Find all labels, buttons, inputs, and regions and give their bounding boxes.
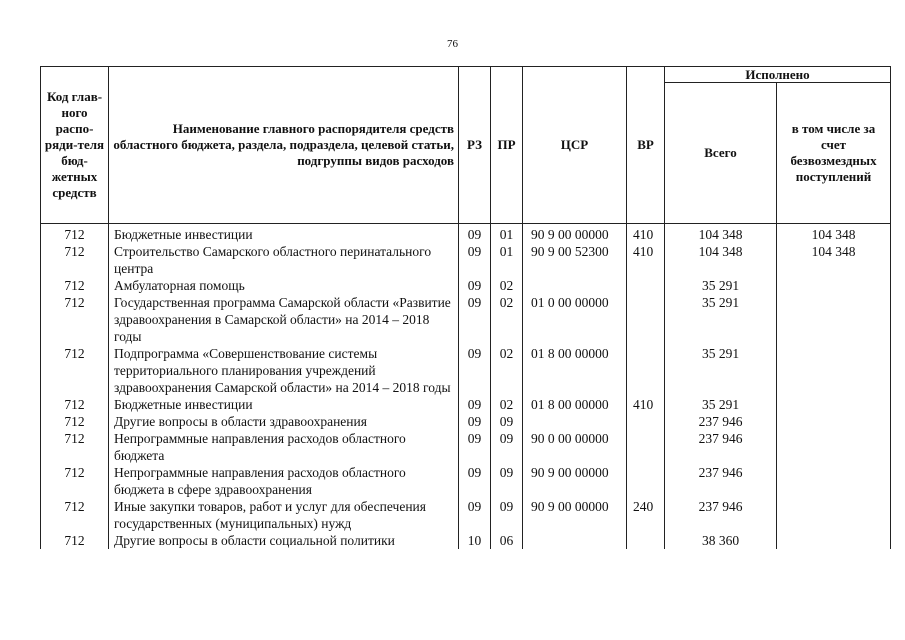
cell-pr: 02: [491, 396, 523, 413]
cell-code: 712: [41, 430, 109, 464]
cell-pr: 06: [491, 532, 523, 549]
header-vr: ВР: [627, 67, 665, 224]
cell-total: 237 946: [665, 430, 777, 464]
cell-code: 712: [41, 277, 109, 294]
cell-code: 712: [41, 396, 109, 413]
cell-vr: 240: [627, 498, 665, 532]
table-row: [41, 243, 891, 277]
cell-free-receipts: [777, 532, 891, 549]
cell-total: 35 291: [665, 277, 777, 294]
header-code: [41, 67, 109, 224]
cell-code: 712: [41, 294, 109, 345]
cell-free-receipts: [777, 413, 891, 430]
cell-vr: [627, 345, 665, 396]
cell-csr: 01 0 00 00000: [523, 294, 627, 345]
table-row: [41, 498, 891, 532]
header-pr: ПР: [491, 67, 523, 224]
cell-code: 712: [41, 224, 109, 244]
header-name: Наименование главного распорядителя средств областного бюджета, раздела, подраздела, целевой статьи, подгруппы видов расходов: [109, 67, 459, 224]
cell-name: Амбулаторная помощь: [109, 277, 459, 294]
table-row: [41, 294, 891, 345]
cell-csr: 90 0 00 00000: [523, 430, 627, 464]
cell-csr: 90 9 00 00000: [523, 224, 627, 244]
cell-free-receipts: [777, 277, 891, 294]
cell-csr: [523, 532, 627, 549]
cell-pr: 01: [491, 224, 523, 244]
cell-name: Непрограммные направления расходов областного бюджета: [109, 430, 459, 464]
cell-code: 712: [41, 345, 109, 396]
cell-vr: 410: [627, 224, 665, 244]
cell-pr: 02: [491, 294, 523, 345]
cell-name: Подпрограмма «Совершенствование системы территориального планирования учреждений здравоохранения Самарской области» на 2014 – 2018 годы: [109, 345, 459, 396]
cell-csr: 90 9 00 52300: [523, 243, 627, 277]
cell-rz: 09: [459, 413, 491, 430]
cell-name: Иные закупки товаров, работ и услуг для обеспечения государственных (муниципальных) нужд: [109, 498, 459, 532]
cell-free-receipts: [777, 396, 891, 413]
cell-rz: 09: [459, 430, 491, 464]
header-rz: РЗ: [459, 67, 491, 224]
cell-rz: 09: [459, 294, 491, 345]
cell-vr: [627, 430, 665, 464]
cell-vr: 410: [627, 396, 665, 413]
cell-rz: 09: [459, 243, 491, 277]
cell-free-receipts: [777, 498, 891, 532]
cell-csr: 90 9 00 00000: [523, 464, 627, 498]
cell-vr: [627, 532, 665, 549]
cell-total: 237 946: [665, 498, 777, 532]
cell-rz: 09: [459, 345, 491, 396]
cell-name: Государственная программа Самарской области «Развитие здравоохранения в Самарской области» на 2014 – 2018 годы: [109, 294, 459, 345]
budget-execution-table: [40, 66, 891, 549]
table-row: [41, 345, 891, 396]
cell-total: 35 291: [665, 294, 777, 345]
cell-pr: 02: [491, 277, 523, 294]
table-row: [41, 464, 891, 498]
cell-csr: 90 9 00 00000: [523, 498, 627, 532]
cell-pr: 09: [491, 413, 523, 430]
cell-rz: 09: [459, 396, 491, 413]
table-row: [41, 532, 891, 549]
cell-free-receipts: [777, 294, 891, 345]
cell-code: 712: [41, 413, 109, 430]
table-row: [41, 224, 891, 244]
table-row: [41, 413, 891, 430]
table-header: [41, 67, 891, 224]
cell-name: Другие вопросы в области социальной политики: [109, 532, 459, 549]
cell-free-receipts: [777, 430, 891, 464]
cell-pr: 09: [491, 464, 523, 498]
cell-total: 35 291: [665, 345, 777, 396]
cell-code: 712: [41, 532, 109, 549]
cell-csr: 01 8 00 00000: [523, 396, 627, 413]
cell-total: 237 946: [665, 413, 777, 430]
cell-free-receipts: 104 348: [777, 224, 891, 244]
cell-csr: [523, 277, 627, 294]
cell-total: 35 291: [665, 396, 777, 413]
cell-name: Строительство Самарского областного перинатального центра: [109, 243, 459, 277]
cell-total: 38 360: [665, 532, 777, 549]
cell-rz: 10: [459, 532, 491, 549]
cell-name: Бюджетные инвестиции: [109, 224, 459, 244]
cell-csr: 01 8 00 00000: [523, 345, 627, 396]
cell-pr: 01: [491, 243, 523, 277]
cell-free-receipts: 104 348: [777, 243, 891, 277]
header-total: Всего: [665, 83, 777, 224]
table-body: [41, 224, 891, 550]
table-row: [41, 430, 891, 464]
table-row: [41, 396, 891, 413]
cell-vr: [627, 294, 665, 345]
cell-vr: [627, 277, 665, 294]
cell-vr: [627, 413, 665, 430]
cell-vr: [627, 464, 665, 498]
cell-pr: 02: [491, 345, 523, 396]
cell-pr: 09: [491, 430, 523, 464]
header-free-receipts: в том числе за счет безвозмездных поступлений: [777, 83, 891, 224]
cell-code: 712: [41, 464, 109, 498]
header-executed: Исполнено: [665, 67, 891, 83]
table-row: [41, 277, 891, 294]
cell-name: Другие вопросы в области здравоохранения: [109, 413, 459, 430]
cell-free-receipts: [777, 464, 891, 498]
cell-total: 104 348: [665, 224, 777, 244]
cell-code: 712: [41, 498, 109, 532]
cell-name: Непрограммные направления расходов областного бюджета в сфере здравоохранения: [109, 464, 459, 498]
page-number: 76: [447, 38, 458, 50]
cell-vr: 410: [627, 243, 665, 277]
cell-total: 237 946: [665, 464, 777, 498]
cell-rz: 09: [459, 498, 491, 532]
header-csr: ЦСР: [523, 67, 627, 224]
cell-total: 104 348: [665, 243, 777, 277]
cell-name: Бюджетные инвестиции: [109, 396, 459, 413]
cell-free-receipts: [777, 345, 891, 396]
cell-code: 712: [41, 243, 109, 277]
cell-rz: 09: [459, 464, 491, 498]
cell-pr: 09: [491, 498, 523, 532]
cell-rz: 09: [459, 224, 491, 244]
header-code-label: Код глав-ного распо-ряди-теля бюд-жетных средств: [44, 89, 105, 200]
cell-rz: 09: [459, 277, 491, 294]
cell-csr: [523, 413, 627, 430]
